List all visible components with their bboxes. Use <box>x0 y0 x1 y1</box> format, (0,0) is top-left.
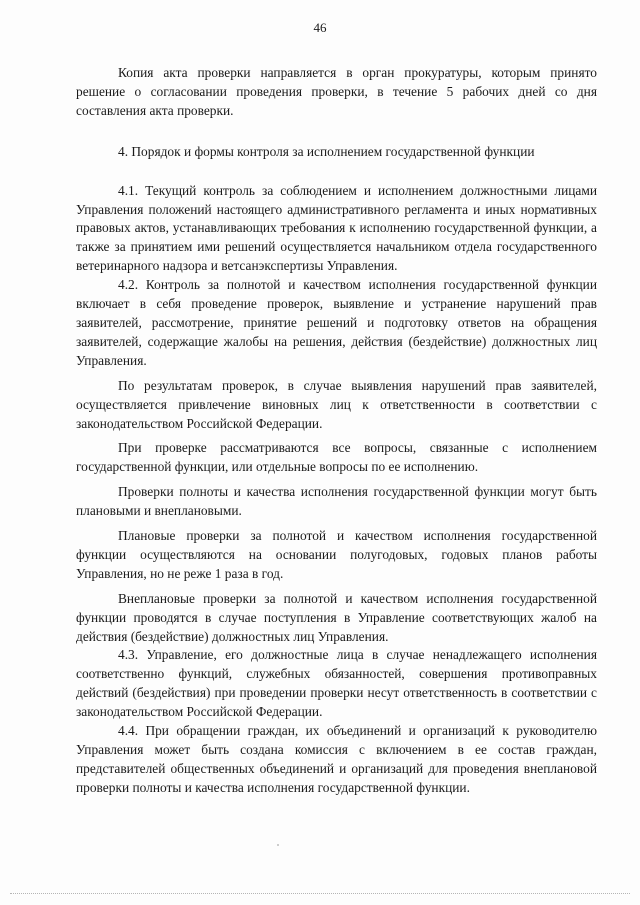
paragraph-4-1: 4.1. Текущий контроль за соблюдением и исполнением должностными лицами Управления положений настоящего административного регламента и иных нормативных правовых актов, устанавливающих требования к исполнению государственной функции, а также за принятием ими решений осуществляется начальником отдела государственного ветеринарного надзора и ветсанэкспертизы Управления. <box>76 182 597 274</box>
paragraph-results: По результатам проверок, в случае выявления нарушений прав заявителей, осуществляется привлечение виновных лиц к ответственности в соответствии с законодательством Российской Федерации. <box>76 377 597 431</box>
scan-edge-line <box>10 893 630 894</box>
document-body <box>76 64 597 798</box>
paragraph-check-types: Проверки полноты и качества исполнения государственной функции могут быть плановыми и внеплановыми. <box>76 484 597 519</box>
paragraph-review-questions: При проверке рассматриваются все вопросы, связанные с исполнением государственной функции, или отдельные вопросы по ее исполнению. <box>76 440 597 475</box>
section-heading: 4. Порядок и формы контроля за исполнением государственной функции <box>118 143 535 159</box>
paragraph-unplanned-checks: Внеплановые проверки за полнотой и качеством исполнения государственной функции проводятся в случае поступления в Управление соответствующих жалоб на действия (бездействие) должностных лиц Управления. <box>76 590 597 644</box>
paragraph-4-4: 4.4. При обращении граждан, их объединений и организаций к руководителю Управления может быть создана комиссия с включением в ее состав граждан, представителей общественных объединений и организаций для проведения внеплановой проверки полноты и качества исполнения государственной функции. <box>76 723 597 795</box>
paragraph-4-2: 4.2. Контроль за полнотой и качеством исполнения государственной функции включает в себя проведение проверок, выявление и устранение нарушений прав заявителей, рассмотрение, принятие решений и подготовку ответов на обращения заявителей, содержащие жалобы на решения, действия (бездействие) должностных лиц Управления. <box>76 277 597 368</box>
paragraph-planned-checks: Плановые проверки за полнотой и качеством исполнения государственной функции осуществляются на основании полугодовых, годовых планов работы Управления, но не реже 1 раза в год. <box>76 528 597 581</box>
paragraph-prosecutor-copy: Копия акта проверки направляется в орган прокуратуры, которым принято решение о согласовании проведения проверки, в течение 5 рабочих дней со дня составления акта проверки. <box>76 65 597 118</box>
scan-speck <box>277 844 279 846</box>
page-number: 46 <box>313 20 327 35</box>
paragraph-4-3: 4.3. Управление, его должностные лица в случае ненадлежащего исполнения соответственно функций, служебных обязанностей, совершения противоправных действий (бездействия) при проведении проверки несут ответственность в соответствии с законодательством Российской Федерации. <box>76 647 597 720</box>
